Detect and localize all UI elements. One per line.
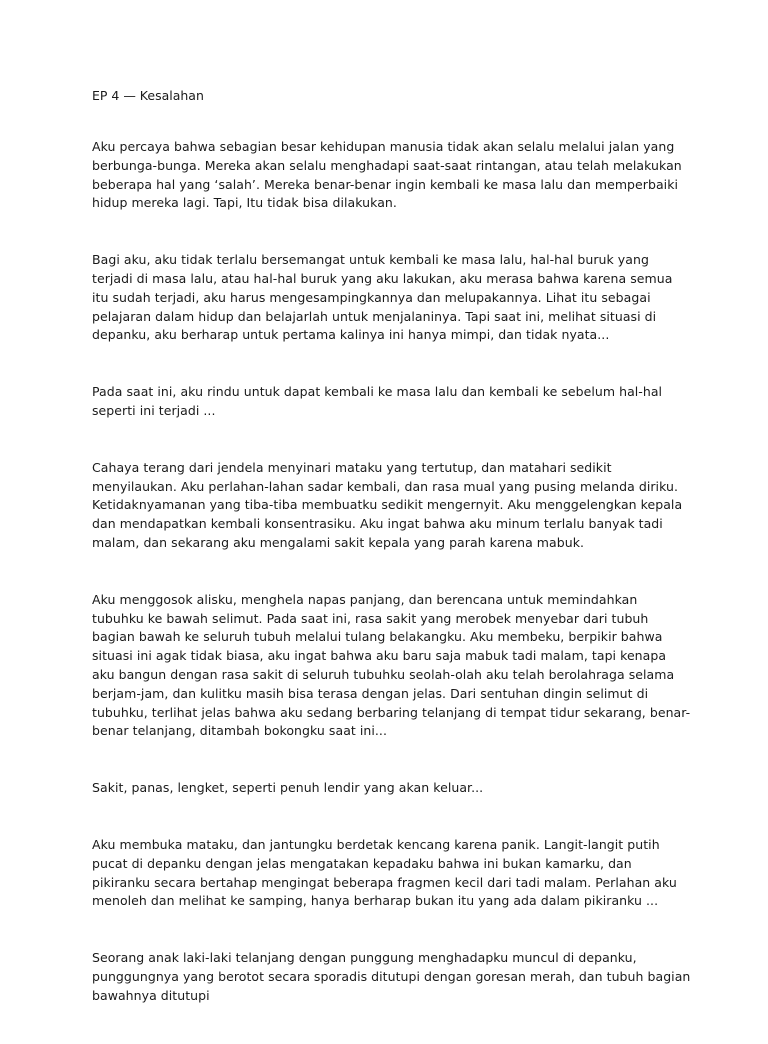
document-page xyxy=(92,86,692,1044)
paragraph-1: Aku percaya bahwa sebagian besar kehidupan manusia tidak akan selalu melalui jalan yang berbunga-bunga. Mereka akan selalu menghadapi saat-saat rintangan, atau telah melakukan beberapa hal yang ‘salah’. Mereka benar-benar ingin kembali ke masa lalu dan memperbaiki hidup mereka lagi. Tapi, Itu tidak bisa dilakukan. xyxy=(92,139,682,211)
paragraph-5: Aku menggosok alisku, menghela napas panjang, dan berencana untuk memindahkan tubuhku ke bawah selimut. Pada saat ini, rasa sakit yang merobek menyebar dari tubuh bagian bawah ke seluruh tubuh melalui tulang belakangku. Aku membeku, berpikir bahwa situasi ini agak tidak biasa, aku ingat bahwa aku baru saja mabuk tadi malam, tapi kenapa aku bangun dengan rasa sakit di seluruh tubuhku seolah-olah aku telah berolahraga selama berjam-jam, dan kulitku masih bisa terasa dengan jelas. Dari sentuhan dingin selimut di tubuhku, terlihat jelas bahwa aku sedang berbaring telanjang di tempat tidur sekarang, benar-benar telanjang, ditambah bokongku saat ini... xyxy=(92,591,691,739)
paragraph-4: Cahaya terang dari jendela menyinari mataku yang tertutup, dan matahari sedikit menyilaukan. Aku perlahan-lahan sadar kembali, dan rasa mual yang pusing melanda diriku. Ketidaknyamanan yang tiba-tiba membuatku sedikit mengernyit. Aku menggelengkan kepala dan mendapatkan kembali konsentrasiku. Aku ingat bahwa aku minum terlalu banyak tadi malam, dan sekarang aku mengalami sakit kepala yang parah karena mabuk. xyxy=(92,459,683,550)
paragraph-3: Pada saat ini, aku rindu untuk dapat kembali ke masa lalu dan kembali ke sebelum hal-hal seperti ini terjadi ... xyxy=(92,384,663,418)
chapter-title: EP 4 — Kesalahan xyxy=(92,88,204,103)
paragraph-8: Seorang anak laki-laki telanjang dengan punggung menghadapku muncul di depanku, punggungnya yang berotot secara sporadis ditutupi dengan goresan merah, dan tubuh bagian bawahnya ditutupi xyxy=(92,950,691,1003)
paragraph-2: Bagi aku, aku tidak terlalu bersemangat untuk kembali ke masa lalu, hal-hal buruk yang terjadi di masa lalu, atau hal-hal buruk yang aku lakukan, aku merasa bahwa karena semua itu sudah terjadi, aku harus mengesampingkannya dan melupakannya. Lihat itu sebagai pelajaran dalam hidup dan belajarlah untuk menjalaninya. Tapi saat ini, melihat situasi di depanku, aku berharap untuk pertama kalinya ini hanya mimpi, dan tidak nyata... xyxy=(92,252,673,343)
paragraph-6: Sakit, panas, lengket, seperti penuh lendir yang akan keluar... xyxy=(92,780,484,796)
paragraph-7: Aku membuka mataku, dan jantungku berdetak kencang karena panik. Langit-langit putih pucat di depanku dengan jelas mengatakan kepadaku bahwa ini bukan kamarku, dan pikiranku secara bertahap mengingat beberapa fragmen kecil dari tadi malam. Perlahan aku menoleh dan melihat ke samping, hanya berharap bukan itu yang ada dalam pikiranku ... xyxy=(92,836,677,909)
